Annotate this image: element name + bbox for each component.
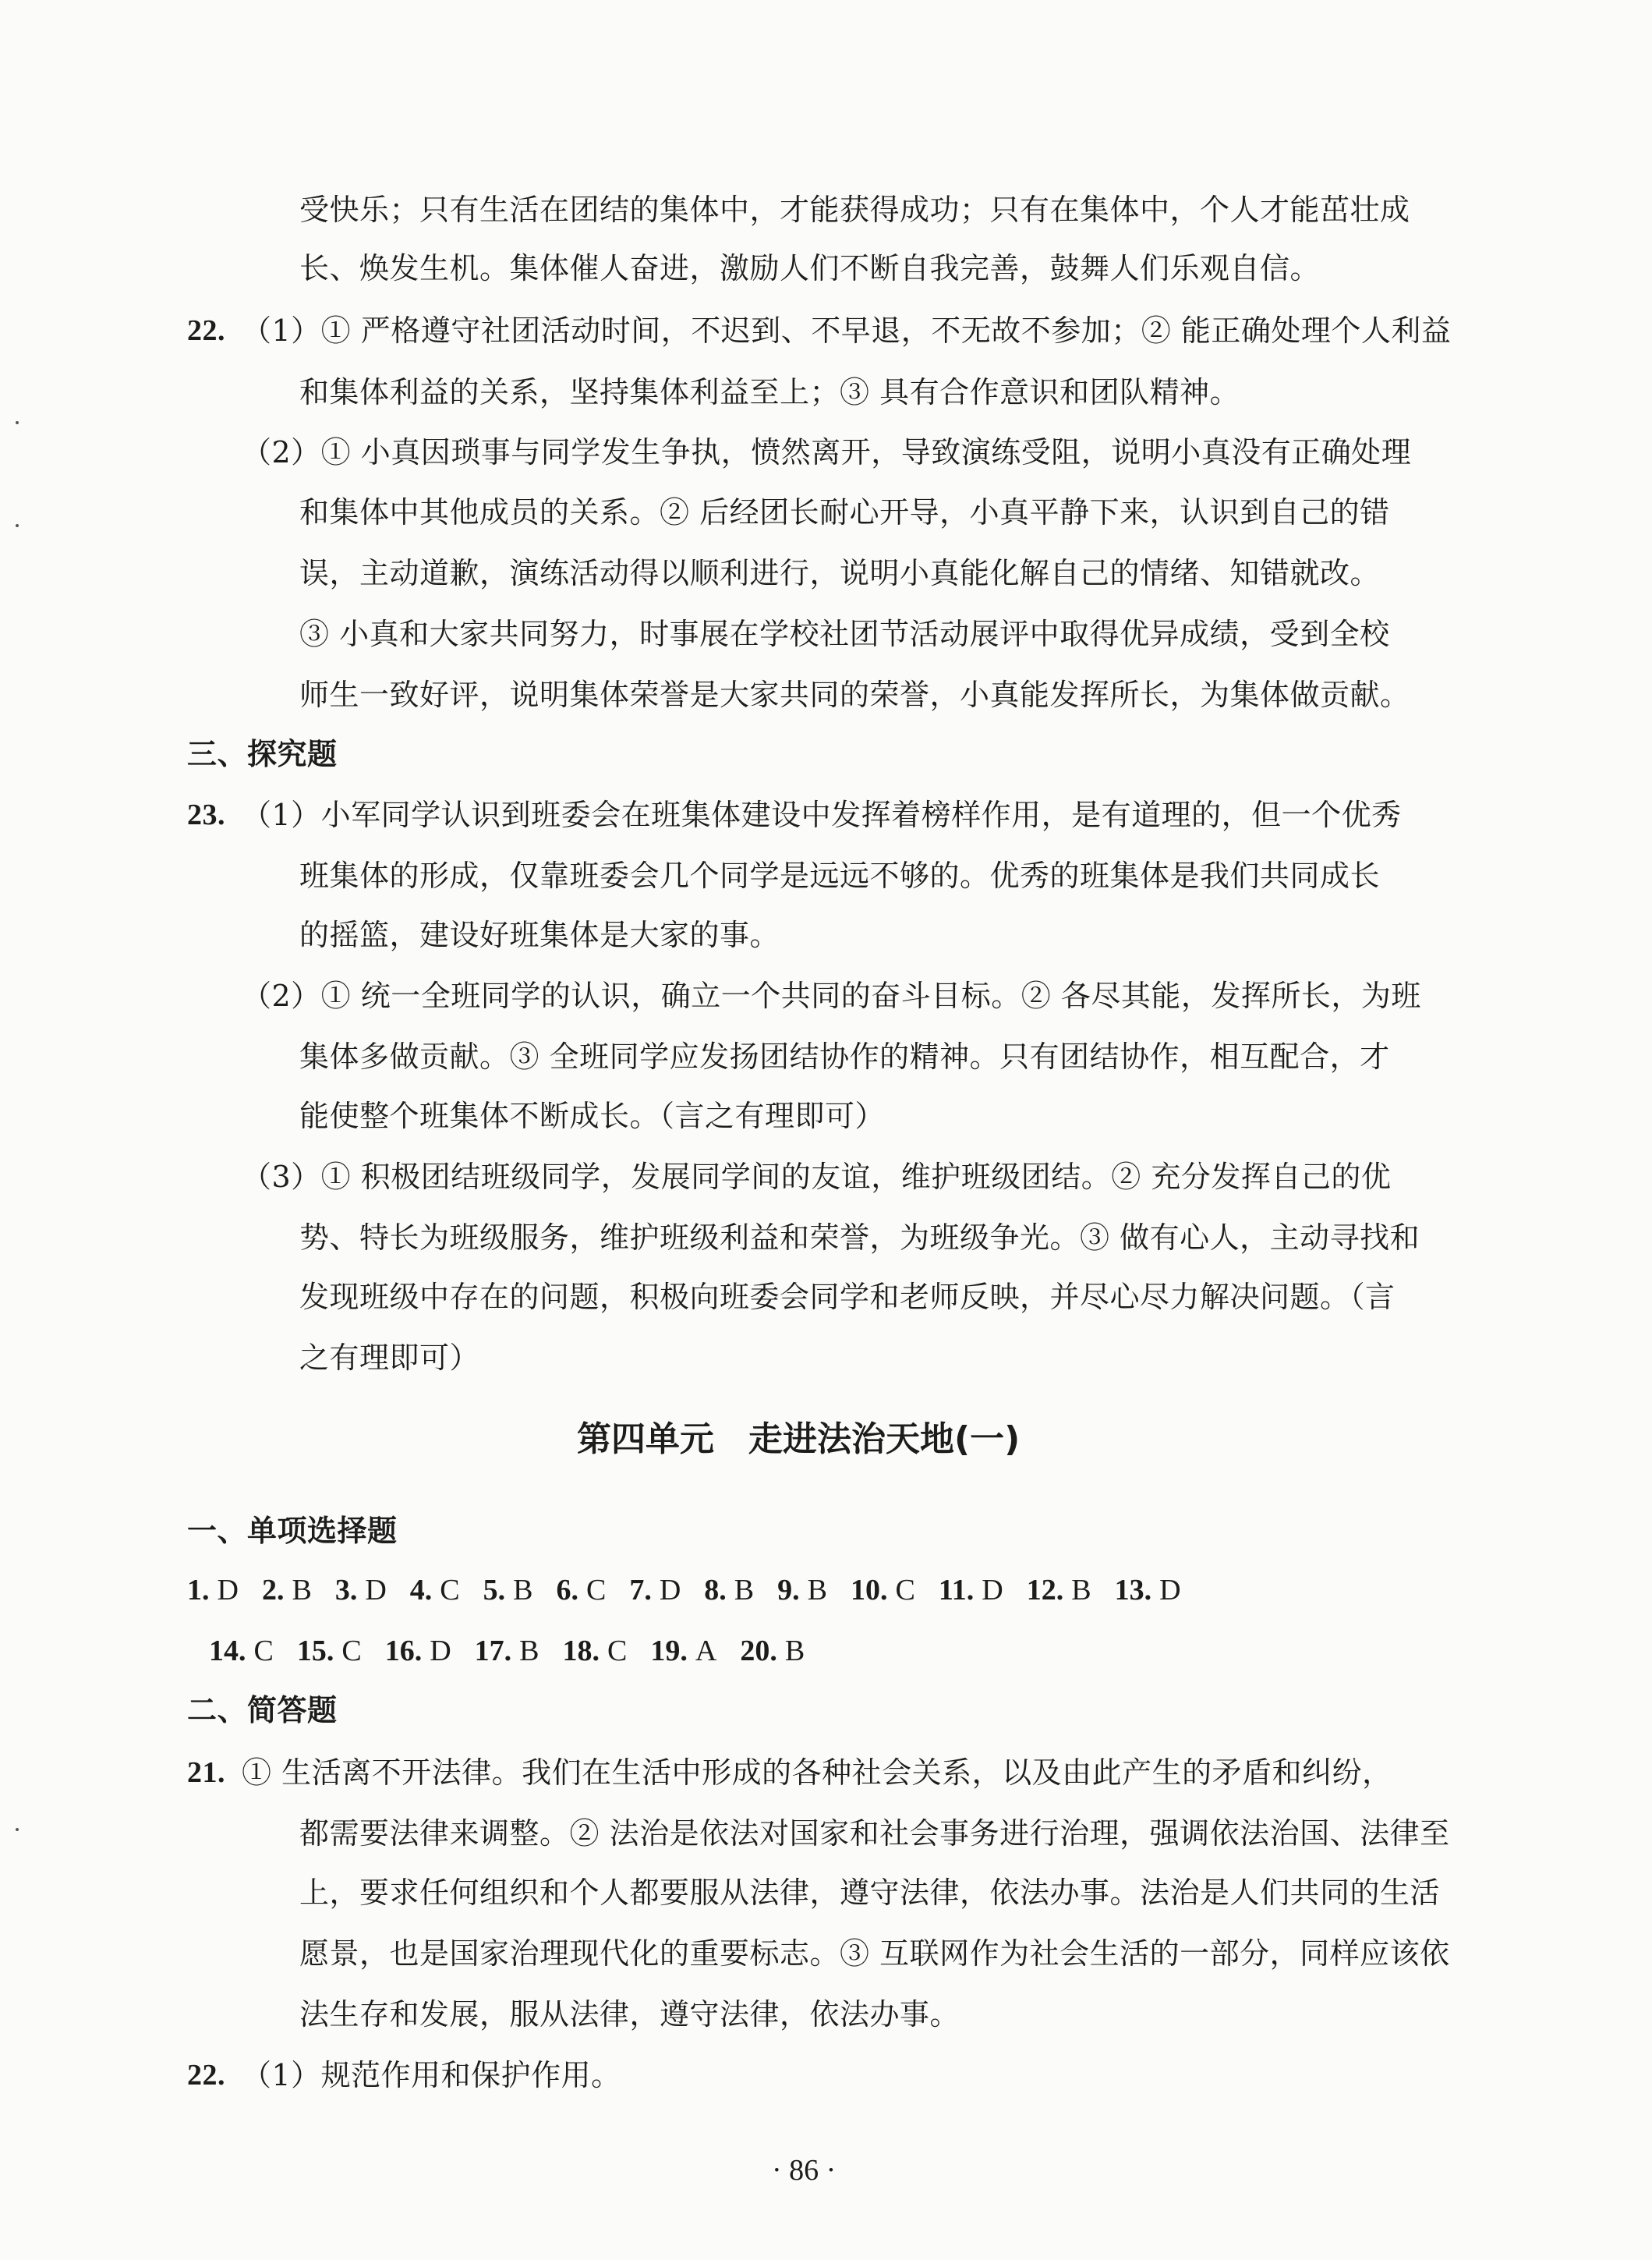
text-line: 能使整个班集体不断成长。（言之有理即可）: [299, 1099, 886, 1133]
mcq-number: 2.: [261, 1574, 285, 1606]
text-line: ③ 小真和大家共同努力，时事展在学校社团节活动展评中取得优异成绩，受到全校: [299, 617, 1390, 651]
mcq-number: 19.: [650, 1635, 688, 1667]
mcq-letter: D: [430, 1635, 451, 1667]
mcq-answer: [629, 1572, 681, 1608]
scan-speck: [16, 524, 19, 527]
mcq-number: 6.: [556, 1574, 578, 1606]
mcq-number: 12.: [1026, 1574, 1064, 1606]
mcq-letter: B: [807, 1574, 828, 1606]
mcq-letter: B: [513, 1574, 533, 1606]
mcq-letter: D: [217, 1574, 239, 1606]
mcq-answer: [556, 1572, 606, 1608]
mcq-number: 18.: [562, 1635, 600, 1667]
mcq-number: 4.: [409, 1574, 433, 1606]
text-line: （2）① 统一全班同学的认识，确立一个共同的奋斗目标。② 各尽其能，发挥所长，为班: [242, 979, 1421, 1013]
text-line: （1）① 严格遵守社团活动时间，不迟到、不早退，不无故不参加；② 能正确处理个人利益: [242, 313, 1452, 348]
mcq-letter: B: [784, 1635, 805, 1667]
text-line: 的摇篮，建设好班集体是大家的事。: [299, 918, 780, 952]
mcq-number: 17.: [474, 1635, 512, 1667]
text-line: 长、焕发生机。集体催人奋进，激励人们不断自我完善，鼓舞人们乐观自信。: [299, 251, 1321, 285]
text-line: 受快乐；只有生活在团结的集体中，才能获得成功；只有在集体中，个人才能茁壮成: [299, 193, 1410, 227]
mcq-answer: [939, 1572, 1003, 1608]
text-line: 上，要求任何组织和个人都要服从法律，遵守法律，依法办事。法治是人们共同的生活: [299, 1876, 1441, 1910]
mcq-answer: [209, 1633, 274, 1669]
text-line: 和集体中其他成员的关系。② 后经团长耐心开导，小真平静下来，认识到自己的错: [299, 495, 1390, 530]
scan-speck: [16, 421, 19, 424]
mcq-answer: [410, 1572, 460, 1608]
mcq-letter: C: [607, 1635, 628, 1667]
mcq-number: 1.: [187, 1574, 210, 1606]
text-line: 发现班级中存在的问题，积极向班委会同学和老师反映，并尽心尽力解决问题。（言: [299, 1280, 1396, 1314]
mcq-letter: C: [253, 1635, 274, 1667]
mcq-letter: B: [734, 1574, 755, 1606]
question-number: 22.: [187, 314, 225, 347]
text-line: 愿景，也是国家治理现代化的重要标志。③ 互联网作为社会生活的一部分，同样应该依: [299, 1936, 1450, 1971]
mcq-answer: [563, 1633, 628, 1669]
mcq-letter: D: [982, 1574, 1003, 1606]
mcq-number: 15.: [296, 1635, 334, 1667]
mcq-answer: [777, 1572, 827, 1608]
mcq-number: 8.: [704, 1574, 727, 1606]
scan-speck: [16, 1828, 19, 1831]
mcq-answer: [483, 1572, 533, 1608]
text-line: 误，主动道歉，演练活动得以顺利进行，说明小真能化解自己的情绪、知错就改。: [299, 556, 1381, 590]
mcq-number: 11.: [938, 1574, 975, 1606]
mcq-answer-row: [209, 1633, 828, 1669]
mcq-letter: D: [1159, 1574, 1181, 1606]
text-line: 师生一致好评，说明集体荣誉是大家共同的荣誉，小真能发挥所长，为集体做贡献。: [299, 678, 1410, 712]
mcq-number: 16.: [384, 1635, 423, 1667]
mcq-letter: C: [895, 1574, 915, 1606]
text-line: 都需要法律来调整。② 法治是依法对国家和社会事务进行治理，强调依法治国、法律至: [299, 1816, 1450, 1851]
mcq-answer: [475, 1633, 539, 1669]
mcq-number: 3.: [334, 1574, 358, 1606]
mcq-number: 20.: [740, 1635, 777, 1667]
mcq-answer: [335, 1572, 387, 1608]
mcq-letter: A: [695, 1635, 717, 1667]
mcq-letter: D: [659, 1574, 681, 1606]
mcq-answer: [1115, 1572, 1181, 1608]
question-number: 23.: [187, 799, 225, 831]
mcq-answer: [297, 1633, 362, 1669]
text-line: （2）① 小真因琐事与同学发生争执，愤然离开，导致演练受阻，说明小真没有正确处理: [242, 435, 1412, 469]
page-number: · 86 ·: [772, 2154, 837, 2187]
mcq-letter: B: [519, 1635, 539, 1667]
text-line: 势、特长为班级服务，维护班级利益和荣誉，为班级争光。③ 做有心人，主动寻找和: [299, 1220, 1420, 1255]
mcq-letter: B: [292, 1574, 312, 1606]
mcq-answer: [851, 1572, 915, 1608]
text-line: 集体多做贡献。③ 全班同学应发扬团结协作的精神。只有团结协作，相互配合，才: [299, 1040, 1390, 1074]
mcq-number: 9.: [777, 1574, 800, 1606]
mcq-letter: C: [341, 1635, 362, 1667]
mcq-letter: C: [440, 1574, 460, 1606]
text-line: （3）① 积极团结班级同学，发展同学间的友谊，维护班级团结。② 充分发挥自己的优: [242, 1160, 1392, 1194]
text-line: 和集体利益的关系，坚持集体利益至上；③ 具有合作意识和团队精神。: [299, 375, 1240, 409]
mcq-answer-row: [187, 1572, 1205, 1608]
section-heading: 二、简答题: [187, 1693, 338, 1727]
mcq-answer: [262, 1572, 312, 1608]
text-line: （1）规范作用和保护作用。: [242, 2058, 621, 2092]
mcq-letter: B: [1071, 1574, 1091, 1606]
section-heading: 三、探究题: [187, 737, 338, 771]
mcq-answer: [740, 1633, 805, 1669]
mcq-letter: C: [585, 1574, 607, 1606]
mcq-number: 13.: [1114, 1574, 1152, 1606]
text-line: （1）小军同学认识到班委会在班集体建设中发挥着榜样作用，是有道理的，但一个优秀: [242, 798, 1402, 832]
mcq-answer: [385, 1633, 451, 1669]
section-heading: 一、单项选择题: [187, 1514, 398, 1548]
unit-title: 第四单元 走进法治天地(一): [577, 1419, 1021, 1459]
mcq-answer: [187, 1572, 239, 1608]
mcq-number: 5.: [483, 1574, 506, 1606]
mcq-number: 10.: [851, 1574, 888, 1606]
question-number: 22.: [187, 2059, 225, 2092]
mcq-answer: [650, 1633, 716, 1669]
text-line: 法生存和发展，服从法律，遵守法律，依法办事。: [299, 1997, 960, 2032]
text-line: ① 生活离不开法律。我们在生活中形成的各种社会关系，以及由此产生的矛盾和纠纷，: [242, 1755, 1392, 1790]
question-number: 21.: [187, 1756, 225, 1789]
text-line: 班集体的形成，仅靠班委会几个同学是远远不够的。优秀的班集体是我们共同成长: [299, 859, 1381, 893]
mcq-letter: D: [365, 1574, 387, 1606]
mcq-number: 7.: [629, 1574, 652, 1606]
mcq-number: 14.: [209, 1635, 246, 1667]
mcq-answer: [1027, 1572, 1091, 1608]
text-line: 之有理即可）: [299, 1341, 480, 1375]
mcq-answer: [704, 1572, 754, 1608]
